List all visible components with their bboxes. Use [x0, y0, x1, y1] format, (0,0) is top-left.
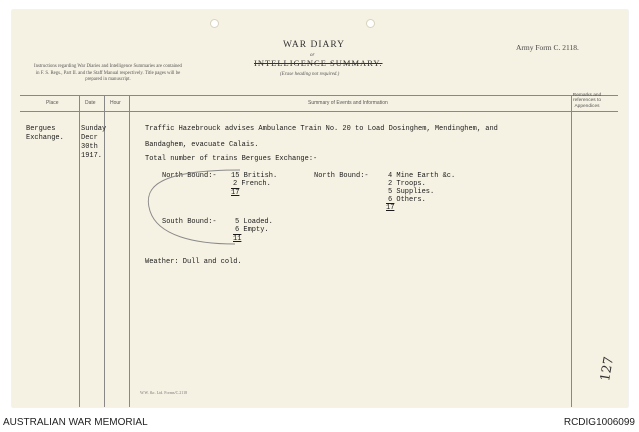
- north-bound-label-left: North Bound:-: [162, 172, 217, 180]
- column-header-hour: Hour: [110, 100, 121, 106]
- north-bound-left-total: 17: [231, 189, 240, 197]
- col-divider-2: [104, 95, 105, 407]
- north-bound-right-troops: 2 Troops.: [388, 180, 426, 188]
- punch-hole-right: [366, 19, 375, 28]
- table-top-rule: [20, 95, 618, 96]
- struck-heading: INTELLIGENCE SUMMARY.: [254, 58, 383, 68]
- date-line-1: Sunday: [81, 125, 107, 133]
- punch-hole-left: [210, 19, 219, 28]
- form-title-or: or: [310, 53, 315, 58]
- north-bound-right-others: 6 Others.: [388, 196, 426, 204]
- column-header-date: Date: [85, 100, 96, 106]
- date-line-4: 1917.: [81, 152, 103, 160]
- erase-note: (Erase heading not required.): [280, 72, 340, 77]
- army-form-number: Army Form C. 2118.: [516, 43, 579, 52]
- south-bound-total: 11: [233, 235, 242, 243]
- folio-stamp: 127: [598, 355, 618, 383]
- place-line-1: Bergues: [26, 125, 56, 133]
- instructions-text: Instructions regarding War Diaries and Intelligence Summaries are contained in F. S. Regs., Part II. and the Staff Manual respectively. Title pages will be prepared in manuscript.: [34, 64, 182, 83]
- north-bound-left-british: 15 British.: [231, 172, 278, 180]
- col-divider-4: [571, 95, 572, 407]
- column-header-place: Place: [46, 100, 59, 106]
- header-bottom-rule: [20, 111, 618, 112]
- column-header-remarks: Remarks and references to Appendices: [572, 93, 602, 109]
- footer-record-id: RCDIG1006099: [563, 417, 635, 428]
- north-bound-right-supplies: 5 Supplies.: [388, 188, 435, 196]
- form-title: WAR DIARY: [283, 40, 346, 50]
- col-divider-1: [79, 95, 80, 407]
- summary-line-1: Traffic Hazebrouck advises Ambulance Train No. 20 to Load Dosinghem, Mendinghem, and: [145, 125, 498, 133]
- date-line-3: 30th: [81, 143, 98, 151]
- south-bound-label: South Bound:-: [162, 218, 217, 226]
- north-bound-right-mine-earth: 4 Mine Earth &c.: [388, 172, 456, 180]
- north-bound-left-french: 2 French.: [233, 180, 271, 188]
- date-line-2: Decr: [81, 134, 98, 142]
- printer-imprint: W.W. &c. Ltd. Forms/C.2118: [140, 390, 188, 395]
- north-bound-label-right: North Bound:-: [314, 172, 369, 180]
- south-bound-loaded: 5 Loaded.: [235, 218, 273, 226]
- north-bound-right-total: 17: [386, 204, 395, 212]
- col-divider-3: [129, 95, 130, 407]
- place-line-2: Exchange.: [26, 134, 64, 142]
- south-bound-empty: 6 Empty.: [235, 226, 269, 234]
- summary-line-3: Total number of trains Bergues Exchange:-: [145, 155, 318, 163]
- summary-line-2: Bandaghem, evacuate Calais.: [145, 141, 259, 149]
- column-header-summary: Summary of Events and Information: [308, 100, 388, 106]
- weather-note: Weather: Dull and cold.: [145, 258, 242, 266]
- footer-source: AUSTRALIAN WAR MEMORIAL: [3, 417, 148, 428]
